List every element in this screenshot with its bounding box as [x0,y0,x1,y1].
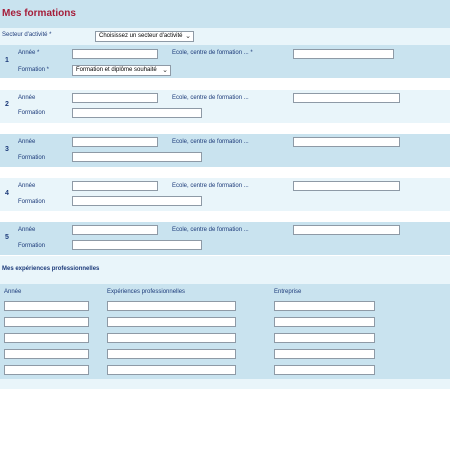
experience-annee-input-1[interactable] [4,301,89,311]
annee-input-4[interactable] [72,181,158,191]
page-title: Mes formations [2,8,76,19]
formation-select-value: Formation et diplôme souhaité [76,67,157,73]
annee-input-5[interactable] [72,225,158,235]
formation-input-2[interactable] [72,108,202,118]
ecole-input-1[interactable] [293,49,394,59]
ecole-input-4[interactable] [293,181,400,191]
formation-number-2: 2 [5,101,9,108]
experience-poste-input-2[interactable] [107,317,236,327]
ecole-label-4: Ecole, centre de formation ... [172,183,249,189]
annee-label-5: Année [18,227,36,233]
annee-label-3: Année [18,139,36,145]
ecole-label-3: Ecole, centre de formation ... [172,139,249,145]
formation-number-3: 3 [5,146,9,153]
experiences-title: Mes expériences professionnelles [2,266,100,272]
experience-annee-input-3[interactable] [4,333,89,343]
experience-poste-input-4[interactable] [107,349,236,359]
ecole-input-3[interactable] [293,137,400,147]
ecole-label-1: Ecole, centre de formation ... * [172,50,253,56]
formation-label-1: Formation * [18,67,50,73]
annee-label-1: Année * [18,50,40,56]
formation-label-3: Formation [18,155,46,161]
secteur-select-value: Choisissez un secteur d'activité [99,33,183,39]
formation-input-4[interactable] [72,196,202,206]
formation-label-2: Formation [18,110,46,116]
experience-annee-input-4[interactable] [4,349,89,359]
experiences-footer-band [0,379,450,389]
chevron-down-icon: ⌄ [162,67,168,74]
ecole-label-2: Ecole, centre de formation ... [172,95,249,101]
annee-input-3[interactable] [72,137,158,147]
annee-input-2[interactable] [72,93,158,103]
ecole-input-2[interactable] [293,93,400,103]
secteur-row [0,28,450,45]
ecole-label-5: Ecole, centre de formation ... [172,227,249,233]
formation-input-5[interactable] [72,240,202,250]
formation-select-1[interactable] [72,65,171,76]
formation-label-5: Formation [18,243,46,249]
experience-entreprise-input-2[interactable] [274,317,375,327]
ecole-input-5[interactable] [293,225,400,235]
annee-input-1[interactable] [72,49,158,59]
experience-entreprise-input-3[interactable] [274,333,375,343]
experience-entreprise-input-5[interactable] [274,365,375,375]
experience-entreprise-input-4[interactable] [274,349,375,359]
experience-poste-input-5[interactable] [107,365,236,375]
experience-entreprise-input-1[interactable] [274,301,375,311]
formation-number-4: 4 [5,190,9,197]
formation-label-4: Formation [18,199,46,205]
chevron-down-icon: ⌄ [185,33,191,40]
formation-number-5: 5 [5,234,9,241]
column-header-annee: Année [4,289,22,295]
column-header-entreprise: Entreprise [274,289,302,295]
secteur-label: Secteur d'activité * [2,32,52,38]
annee-label-2: Année [18,95,36,101]
experience-poste-input-1[interactable] [107,301,236,311]
secteur-select[interactable] [95,31,194,42]
formation-number-1: 1 [5,57,9,64]
formation-input-3[interactable] [72,152,202,162]
experience-annee-input-5[interactable] [4,365,89,375]
experience-annee-input-2[interactable] [4,317,89,327]
column-header-experiences: Expériences professionnelles [107,289,186,295]
experience-poste-input-3[interactable] [107,333,236,343]
annee-label-4: Année [18,183,36,189]
